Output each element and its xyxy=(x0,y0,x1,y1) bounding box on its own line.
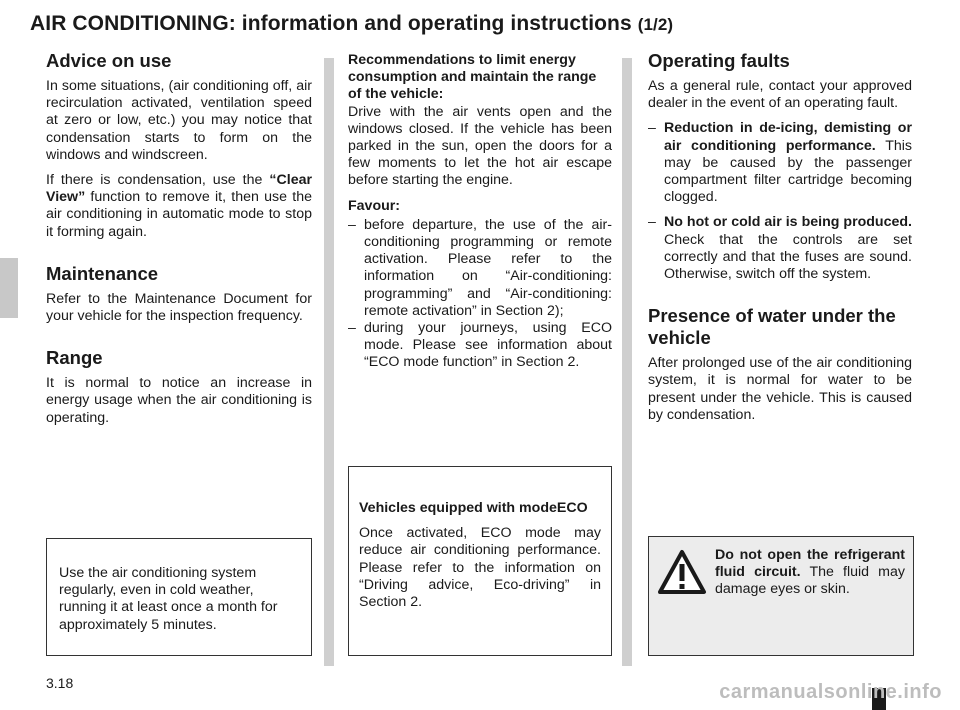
fault-item-2: – No hot or cold air is being produced. Check that the controls are set correctly and that the fuses are sound. Otherwise, switch off the system. xyxy=(648,214,912,283)
range-paragraph: It is normal to notice an increase in energy usage when the air conditioning is operating. xyxy=(46,375,312,426)
middle-column xyxy=(348,52,612,380)
favour-label: Favour: xyxy=(348,197,401,214)
eco-mode-note-box xyxy=(348,466,612,656)
fault-item-1: – Reduction in de-icing, demisting or air conditioning performance. This may be caused by the passenger compartment filter cartridge becoming clogged. xyxy=(648,120,912,206)
advice-paragraph-1: In some situations, (air conditioning off, air recirculation activated, ventilation speed at zero or low, etc.) you may notice that condensation starts to form on the windows and windscreen. xyxy=(46,78,312,163)
eco-box-heading: Vehicles equipped with modeECO xyxy=(359,500,588,516)
advice-paragraph-2: If there is condensation, use the “Clear View” function to remove it, then use the air conditioning in automatic mode to stop it forming again. xyxy=(46,172,312,240)
watermark-text: carmanualsonline.info xyxy=(719,681,942,703)
regular-use-note: Use the air conditioning system regularly, even in cold weather, running it at least once a month for approximately 5 minutes. xyxy=(59,565,278,633)
page-title xyxy=(30,12,673,36)
eco-box-paragraph: Once activated, ECO mode may reduce air conditioning performance. Please refer to the information on “Driving advice, Eco-driving” in Section 2. xyxy=(359,525,601,611)
column-divider-right xyxy=(622,58,632,666)
right-column xyxy=(648,50,912,432)
left-column xyxy=(46,50,312,435)
favour-item-2: – during your journeys, using ECO mode. Please see information about “ECO mode function” in Section 2. xyxy=(348,320,612,371)
maintenance-paragraph: Refer to the Maintenance Document for your vehicle for the inspection frequency. xyxy=(46,290,312,325)
regular-use-note-box xyxy=(46,538,312,656)
water-under-vehicle-paragraph: After prolonged use of the air conditioning system, it is normal for water to be present under the vehicle. This is caused by condensation. xyxy=(648,355,912,423)
water-under-vehicle-heading: Presence of water under the vehicle xyxy=(648,305,896,349)
page-title-text: AIR CONDITIONING: information and operating instructions xyxy=(30,12,632,35)
favour-item-1: – before departure, the use of the air-conditioning programming or remote activation. Please refer to the information on “Air-conditioning: programming” and “Air-conditioning: remote activation” in Section 2); xyxy=(348,216,612,319)
range-heading: Range xyxy=(46,347,103,369)
warning-triangle-icon xyxy=(657,549,707,595)
page-number: 3.18 xyxy=(46,675,74,691)
recommendations-heading: Recommendations to limit energy consumption and maintain the range of the vehicle: xyxy=(348,52,597,103)
operating-faults-paragraph: As a general rule, contact your approved dealer in the event of an operating fault. xyxy=(648,78,912,112)
recommendations-paragraph: Drive with the air vents open and the windows closed. If the vehicle has been parked in the sun, open the doors for a few moments to let the hot air escape before starting the engine. xyxy=(348,103,612,189)
operating-faults-heading: Operating faults xyxy=(648,50,790,71)
column-divider-left xyxy=(324,58,334,666)
refrigerant-warning-text: Do not open the refrigerant fluid circuit. The fluid may damage eyes or skin. xyxy=(715,547,905,598)
advice-heading: Advice on use xyxy=(46,50,172,71)
refrigerant-warning-box xyxy=(648,536,914,656)
page-title-part: (1/2) xyxy=(637,15,674,34)
maintenance-heading: Maintenance xyxy=(46,262,159,284)
section-tab xyxy=(0,258,18,318)
